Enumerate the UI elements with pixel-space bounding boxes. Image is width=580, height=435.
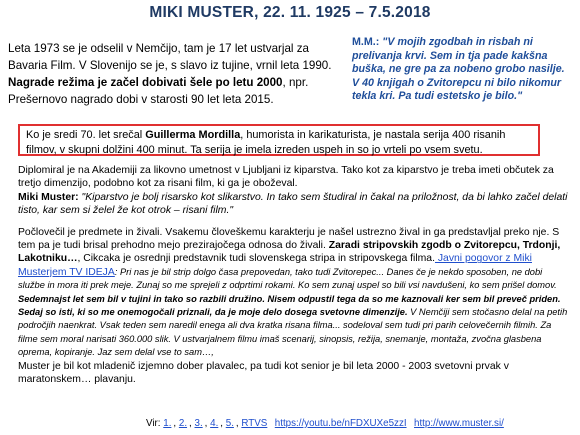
paragraph-2 [18,191,568,218]
page-title: MIKI MUSTER, 22. 11. 1925 – 7.5.2018 [149,4,431,21]
source-link-4[interactable]: 4. [210,418,219,429]
main-text [18,164,568,387]
source-link-youtube[interactable]: https://youtu.be/nFDXUXe5zzI [274,418,407,429]
highlight-box [18,124,540,156]
intro-paragraph [8,40,338,108]
source-link-2[interactable]: 2. [178,418,188,429]
paragraph-3-b: , Cikcaka je osrednji predstavnik tudi slovenskega stripa in stripovskega filma. [77,253,435,265]
paragraph-3-bold-1: Zaradi stripovskih zgodb o [328,240,464,252]
source-link-muster[interactable]: http://www.muster.si/ [414,418,504,429]
sources-line: Vir: 1. , 2. , 3. , 4. , 5. , RTVS https://youtu.be/nFDXUXe5zzI http://www.muster.si/ [146,418,504,429]
paragraph-3-c: : Pri nas je bil strip dolgo časa prepovedan, tako tudi Zvitorepec... Danes če je nekdo sposoben, ne dobi službe in mora iti prek meje. Zunaj so me sprejeli z odprtimi rokami. Ko sem zunaj uspel so bili vsi navdušeni, ko sem prišel domov. [18,266,557,291]
source-link-rtvs[interactable]: RTVS [241,418,268,429]
paragraph-2-label: Miki Muster: [18,191,79,203]
paragraph-3-a: Počlovečil je predmete in živali. Vsakemu človeškemu karakterju je našel ustrezno žival in ga predstavljal preko nje. S tem pa je tudi brisal prehodno mejo prezirajočega odnosa do živali. [18,226,560,252]
paragraph-2-quote: "Kiparstvo je bolj risarsko kot slikarstvo. In tako sem študiral in čakal na priložnost, da bi lahko začel delati tisto, kar sem si želel že kot otrok – risani film." [18,191,568,217]
source-link-1[interactable]: 1. [163,418,172,429]
paragraph-1: Diplomiral je na Akademiji za likovno umetnost v Ljubljani iz kiparstva. Tako kot za kiparstvo je treba imeti občutek za tretjo dimenzijo, podobno kot za risani film, ki ga je oboževal. [18,165,554,190]
paragraph-3-bold-2: Zvitorepcu, Trdonji, Lakotniku… [18,240,561,265]
source-link-3[interactable]: 3. [194,418,203,429]
quote-author: M.M.: [352,36,380,48]
intro-text-1: Leta 1973 se je odselil v Nemčijo, tam je 17 let ustvarjal za Bavaria Film. V Slovenijo se je, s slavo iz tujine, vrnil leta 1990. [8,42,332,72]
intro-bold-text: Nagrade režima je začel dobivati šele po letu 2000 [8,76,283,89]
boxed-text-1: Ko je sredi 70. let srečal [26,129,146,141]
tv-ideja-link[interactable]: Javni pogovor z Miki Musterjem TV IDEJA [18,253,532,278]
quote-block [352,36,574,104]
paragraph-3-bold-3: Sedemnajst let sem bil v tujini in tako so razbili družino. Nisem odpustil tega da so me kaznovali ker sem bil preveč priden. Sedaj so isti, ki so me onemogočali priznali, da je moje delo dosega svetovne dimenzije. [18,293,561,318]
sources-label: Vir: [146,418,164,429]
boxed-text-2: , humorista in karikaturista, je nastala serija 400 risanih filmov, v skupni dolžini 400 minut. Ta serija je imela izreden uspeh in so jo vrteli po vsem svetu. [26,129,506,156]
source-link-5[interactable]: 5. [225,418,234,429]
boxed-name: Guillerma Mordilla [145,129,241,141]
intro-text-2: , npr. Prešernovo nagrado dobi v starosti 90 let leta 2015. [8,76,309,106]
paragraph-3 [18,226,568,360]
paragraph-4: Muster je bil kot mladenič izjemno dober plavalec, pa tudi kot senior je bil leta 2000 - 2003 svetovni prvak v maratonskem… plavanju. [18,360,509,386]
quote-text: "V mojih zgodbah in risbah ni prelivanja krvi. Sem in tja pade kakšna buška, ne gre pa za nobeno grobo nasilje. V 40 knjigah o Zvitorepcu ni bilo nikomur tekla kri. Pa tudi estetsko je bilo." [352,36,565,103]
paragraph-3-d: V Nemčiji sem stočasno delal na petih področjih naenkrat. Vsak teden sem naredil enega ali dva kratka risana filma... sodeloval sem tudi pri parih celovečernih filmih. Za filme sem moral narisati 360.000 slik. V ustvarjalnem filmu imaš scenarij, sinopsis, režija, snemanje, montaža, zvočna glasbena oprema, kopiranje. Jaz sem delal vse to sam…, [18,307,568,358]
